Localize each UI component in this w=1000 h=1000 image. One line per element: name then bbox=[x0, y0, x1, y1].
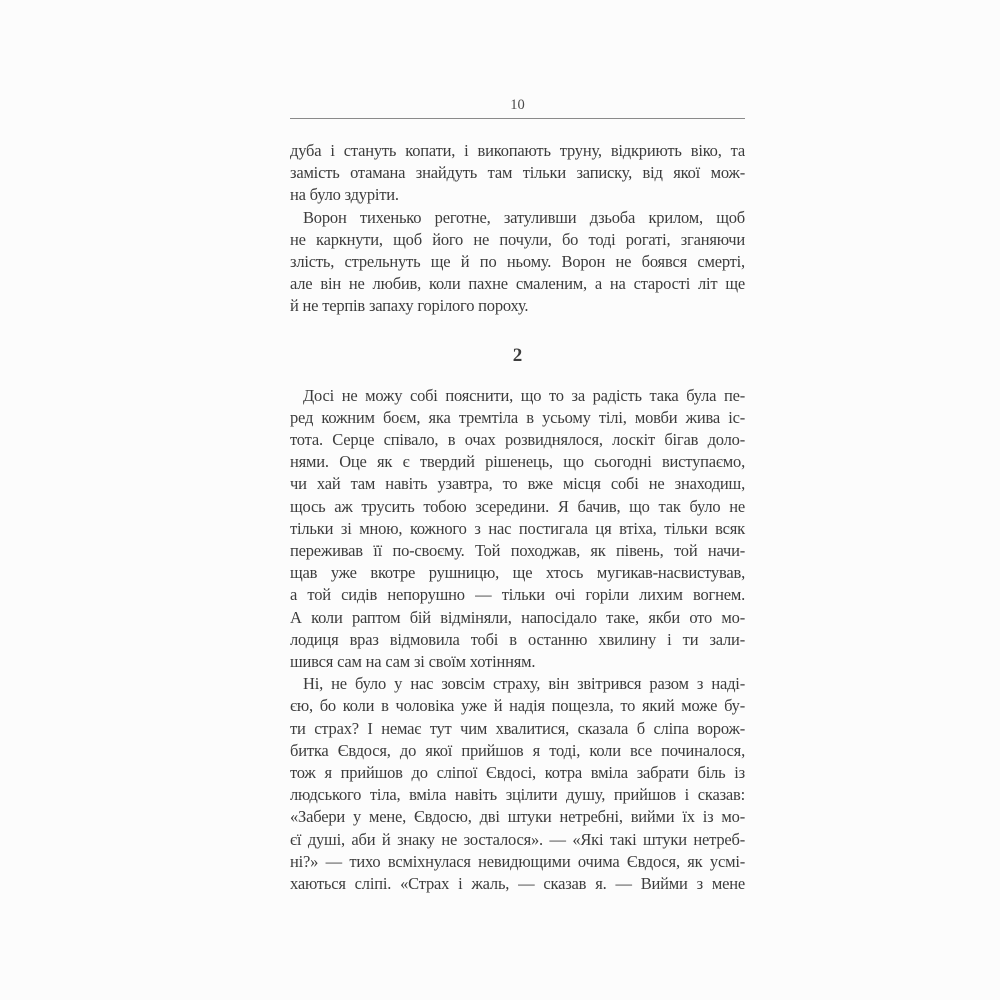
text-line: тільки зі мною, кожного з нас постигала ця втіха, тільки всяк bbox=[290, 518, 745, 538]
body-text bbox=[290, 140, 745, 895]
text-line: Ворон тихенько реготне, затуливши дзьоба крилом, щоб bbox=[303, 207, 745, 227]
text-line: хаються сліпі. «Страх і жаль, — сказав я. — Вийми з мене bbox=[290, 874, 745, 894]
text-line: ти страх? І немає тут чим хвалитися, сказала б сліпа ворож- bbox=[290, 718, 745, 738]
text-line: ред кожним боєм, яка тремтіла в усьому тілі, мовби жива іс- bbox=[290, 407, 745, 427]
text-line: єї душі, аби й знаку не зосталося». — «Які такі штуки нетреб- bbox=[290, 829, 745, 849]
page-header bbox=[290, 97, 745, 119]
text-line: щав уже вкотре рушницю, ще хтось мугикав-насвистував, bbox=[290, 563, 745, 583]
paragraph bbox=[290, 673, 745, 895]
text-line: замість отамана знайдуть там тільки записку, від якої мож- bbox=[290, 163, 745, 183]
text-line: тож я прийшов до сліпої Євдосі, котра вміла забрати біль із bbox=[290, 763, 745, 783]
text-line: а той сидів непорушно — тільки очі горіли лихим вогнем. bbox=[290, 585, 745, 605]
page-number: 10 bbox=[510, 97, 525, 113]
text-line: «Забери у мене, Євдосю, дві штуки нетребні, вийми їх із мо- bbox=[290, 807, 745, 827]
text-line: Ні, не було у нас зовсім страху, він звітрився разом з наді- bbox=[303, 674, 745, 694]
text-line: чи хай там навіть узавтра, то вже місця собі не знаходиш, bbox=[290, 474, 745, 494]
paragraph bbox=[290, 140, 745, 207]
text-line: людського тіла, вміла навіть зцілити душу, прийшов і сказав: bbox=[290, 785, 745, 805]
text-line: злість, стрельнуть ще й по ньому. Ворон не боявся смерті, bbox=[290, 252, 745, 272]
text-line: тота. Серце співало, в очах розвиднялося, лоскіт бігав доло- bbox=[290, 430, 745, 450]
text-column bbox=[290, 0, 745, 1000]
paragraph bbox=[290, 207, 745, 318]
text-line: але він не любив, коли пахне смаленим, а на старості літ ще bbox=[290, 274, 745, 294]
text-line: А коли раптом бій відміняли, напосідало таке, якби ото мо- bbox=[290, 607, 745, 627]
text-line: ні?» — тихо всміхнулася невидющими очима Євдося, як усмі- bbox=[290, 851, 745, 871]
text-line: й не терпів запаху горілого пороху. bbox=[290, 296, 529, 316]
text-line: на було здуріти. bbox=[290, 185, 399, 205]
text-line: єю, бо коли в чоловіка уже й надія пощезла, то який може бу- bbox=[290, 696, 745, 716]
text-line: нями. Оце як є твердий рішенець, що сьогодні виступаємо, bbox=[290, 452, 745, 472]
paragraph bbox=[290, 385, 745, 674]
text-line: шився сам на сам зі своїм хотінням. bbox=[290, 652, 536, 672]
text-line: Досі не можу собі пояснити, що то за радість така була пе- bbox=[303, 385, 745, 405]
chapter-heading: 2 bbox=[512, 344, 523, 366]
text-line: битка Євдося, до якої прийшов я тоді, коли все починалося, bbox=[290, 740, 745, 760]
text-line: переживав її по-своєму. Той походжав, як півень, той начи- bbox=[290, 541, 745, 561]
text-line: не каркнути, щоб його не почули, бо тоді рогаті, зганяючи bbox=[290, 229, 745, 249]
text-line: дуба і стануть копати, і викопають труну, відкриють віко, та bbox=[290, 141, 745, 160]
text-line: лодиця враз відмовила тобі в останню хвилину і ти зали- bbox=[290, 629, 745, 649]
text-line: щось аж трусить тобою зсередини. Я бачив, що так було не bbox=[290, 496, 745, 516]
